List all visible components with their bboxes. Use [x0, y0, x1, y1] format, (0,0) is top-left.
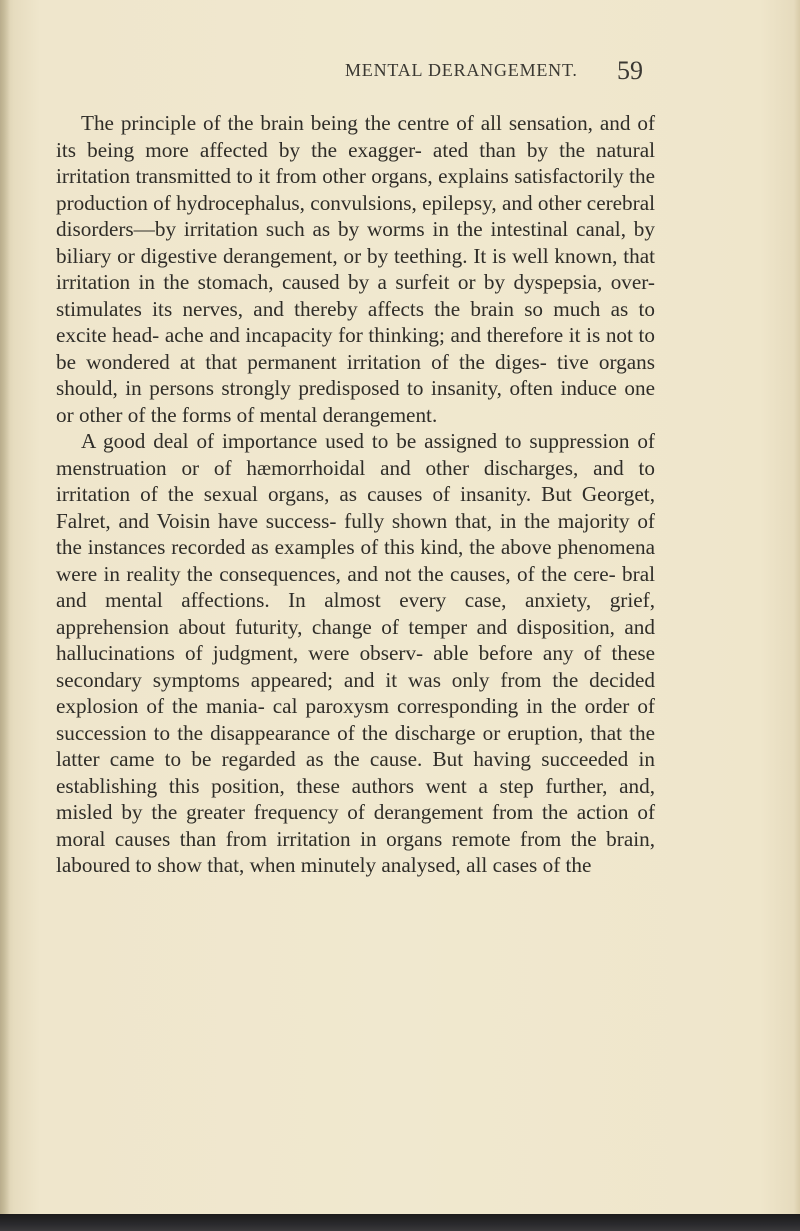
page-number: 59: [617, 56, 643, 85]
bottom-edge-band: [0, 1214, 800, 1231]
gutter-shadow: [0, 0, 10, 1231]
paragraph: The principle of the brain being the centre of all sensation, and of its being more affected by the exagger- ated than by the natural irritation transmitted to it from other organs, explains satisfactorily the production of hydrocephalus, convulsions, epilepsy, and other cerebral disorders—by irritation such as by worms in the intestinal canal, by biliary or digestive derangement, or by teething. It is well known, that irritation in the stomach, caused by a surfeit or by dyspepsia, over-stimulates its nerves, and thereby affects the brain so much as to excite head- ache and incapacity for thinking; and therefore it is not to be wondered at that permanent irritation of the diges- tive organs should, in persons strongly predisposed to insanity, often induce one or other of the forms of mental derangement.: [56, 111, 655, 427]
page-header: [0, 56, 800, 86]
page-edge: [794, 0, 800, 1231]
paragraph: A good deal of importance used to be assigned to suppression of menstruation or of hæmorrhoidal and other discharges, and to irritation of the sexual organs, as causes of insanity. But Georget, Falret, and Voisin have success- fully shown that, in the majority of the instances recorded as examples of this kind, the above phenomena were in reality the consequences, and not the causes, of the cere- bral and mental affections. In almost every case, anxiety, grief, apprehension about futurity, change of temper and disposition, and hallucinations of judgment, were observ- able before any of these secondary symptoms appeared; and it was only from the decided explosion of the mania- cal paroxysm corresponding in the order of succession to the disappearance of the discharge or eruption, that the latter came to be regarded as the cause. But having succeeded in establishing this position, these authors went a step further, and, misled by the greater frequency of derangement from the action of moral causes than from irritation in organs remote from the brain, laboured to show that, when minutely analysed, all cases of the: [56, 429, 655, 877]
running-head: MENTAL DERANGEMENT.: [345, 60, 578, 80]
body-text: [56, 110, 655, 879]
